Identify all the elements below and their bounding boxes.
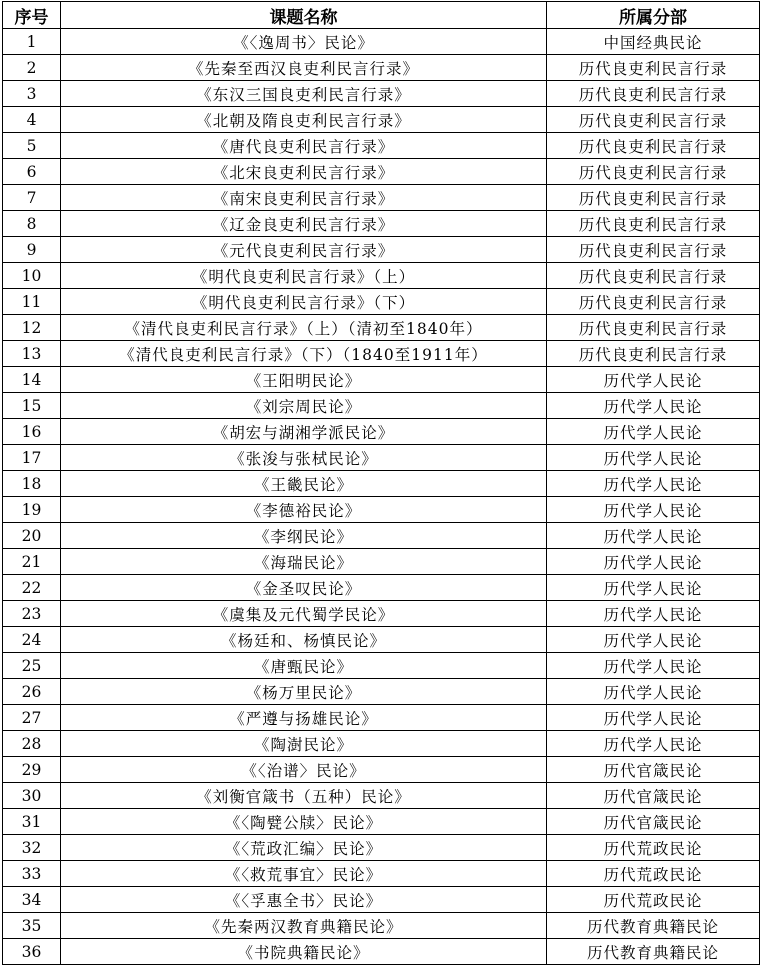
- row-division: 历代荒政民论: [547, 887, 760, 913]
- row-index: 6: [3, 159, 61, 185]
- table-row: [3, 367, 760, 393]
- header-index: 序号: [3, 2, 61, 29]
- row-division: 历代学人民论: [547, 471, 760, 497]
- row-index: 18: [3, 471, 61, 497]
- row-index: 10: [3, 263, 61, 289]
- row-index: 31: [3, 809, 61, 835]
- table-row: [3, 55, 760, 81]
- row-division: 历代学人民论: [547, 575, 760, 601]
- row-division: 历代良吏利民言行录: [547, 315, 760, 341]
- row-topic: 《清代良吏利民言行录》（下）（1840至1911年）: [61, 341, 547, 367]
- row-topic: 《南宋良吏利民言行录》: [61, 185, 547, 211]
- row-topic: 《清代良吏利民言行录》（上）（清初至1840年）: [61, 315, 547, 341]
- row-division: 历代官箴民论: [547, 783, 760, 809]
- row-topic: 《元代良吏利民言行录》: [61, 237, 547, 263]
- table-row: [3, 653, 760, 679]
- row-index: 21: [3, 549, 61, 575]
- row-division: 历代良吏利民言行录: [547, 133, 760, 159]
- table-row: [3, 679, 760, 705]
- table-row: [3, 757, 760, 783]
- table-row: [3, 549, 760, 575]
- row-division: 历代良吏利民言行录: [547, 159, 760, 185]
- table-row: [3, 809, 760, 835]
- row-division: 历代学人民论: [547, 393, 760, 419]
- row-division: 历代良吏利民言行录: [547, 55, 760, 81]
- table-row: [3, 731, 760, 757]
- row-division: 历代官箴民论: [547, 809, 760, 835]
- row-index: 27: [3, 705, 61, 731]
- row-index: 19: [3, 497, 61, 523]
- table-body: [3, 29, 760, 965]
- row-index: 14: [3, 367, 61, 393]
- table-row: [3, 263, 760, 289]
- header-division: 所属分部: [547, 2, 760, 29]
- table-row: [3, 393, 760, 419]
- row-index: 2: [3, 55, 61, 81]
- row-topic: 《胡宏与湖湘学派民论》: [61, 419, 547, 445]
- row-topic: 《书院典籍民论》: [61, 939, 547, 965]
- row-index: 24: [3, 627, 61, 653]
- row-topic: 《张浚与张栻民论》: [61, 445, 547, 471]
- table-row: [3, 913, 760, 939]
- table-row: [3, 445, 760, 471]
- row-index: 26: [3, 679, 61, 705]
- row-division: 历代良吏利民言行录: [547, 81, 760, 107]
- row-topic: 《北朝及隋良吏利民言行录》: [61, 107, 547, 133]
- row-index: 17: [3, 445, 61, 471]
- table-row: [3, 523, 760, 549]
- table-row: [3, 159, 760, 185]
- row-index: 34: [3, 887, 61, 913]
- row-index: 11: [3, 289, 61, 315]
- row-index: 13: [3, 341, 61, 367]
- row-topic: 《王阳明民论》: [61, 367, 547, 393]
- row-division: 历代学人民论: [547, 419, 760, 445]
- table-row: [3, 835, 760, 861]
- row-index: 36: [3, 939, 61, 965]
- row-topic: 《唐甄民论》: [61, 653, 547, 679]
- row-index: 28: [3, 731, 61, 757]
- row-division: 历代学人民论: [547, 549, 760, 575]
- row-index: 30: [3, 783, 61, 809]
- table-row: [3, 627, 760, 653]
- table-row: [3, 705, 760, 731]
- row-index: 22: [3, 575, 61, 601]
- table-row: [3, 133, 760, 159]
- table-row: [3, 419, 760, 445]
- row-division: 历代良吏利民言行录: [547, 211, 760, 237]
- row-division: 历代官箴民论: [547, 757, 760, 783]
- row-division: 历代教育典籍民论: [547, 913, 760, 939]
- table-row: [3, 497, 760, 523]
- row-index: 33: [3, 861, 61, 887]
- row-topic: 《〈治谱〉民论》: [61, 757, 547, 783]
- row-division: 历代良吏利民言行录: [547, 185, 760, 211]
- row-division: 历代学人民论: [547, 653, 760, 679]
- row-topic: 《〈陶甓公牍〉民论》: [61, 809, 547, 835]
- row-topic: 《东汉三国良吏利民言行录》: [61, 81, 547, 107]
- row-topic: 《〈荒政汇编〉民论》: [61, 835, 547, 861]
- table-row: [3, 211, 760, 237]
- row-topic: 《辽金良吏利民言行录》: [61, 211, 547, 237]
- table-row: [3, 939, 760, 965]
- row-topic: 《先秦至西汉良吏利民言行录》: [61, 55, 547, 81]
- row-topic: 《李纲民论》: [61, 523, 547, 549]
- row-index: 20: [3, 523, 61, 549]
- row-topic: 《明代良吏利民言行录》（下）: [61, 289, 547, 315]
- row-index: 4: [3, 107, 61, 133]
- table-row: [3, 471, 760, 497]
- table-row: [3, 29, 760, 55]
- row-division: 历代学人民论: [547, 497, 760, 523]
- row-division: 历代学人民论: [547, 731, 760, 757]
- row-division: 历代良吏利民言行录: [547, 289, 760, 315]
- row-topic: 《杨廷和、杨慎民论》: [61, 627, 547, 653]
- table-row: [3, 601, 760, 627]
- row-index: 32: [3, 835, 61, 861]
- row-topic: 《北宋良吏利民言行录》: [61, 159, 547, 185]
- table-row: [3, 81, 760, 107]
- row-topic: 《李德裕民论》: [61, 497, 547, 523]
- row-topic: 《先秦两汉教育典籍民论》: [61, 913, 547, 939]
- row-division: 历代学人民论: [547, 445, 760, 471]
- row-topic: 《刘宗周民论》: [61, 393, 547, 419]
- table-row: [3, 237, 760, 263]
- row-division: 历代荒政民论: [547, 861, 760, 887]
- table-row: [3, 315, 760, 341]
- row-division: 历代荒政民论: [547, 835, 760, 861]
- row-topic: 《海瑞民论》: [61, 549, 547, 575]
- row-topic: 《刘衡官箴书（五种）民论》: [61, 783, 547, 809]
- row-division: 历代学人民论: [547, 705, 760, 731]
- row-topic: 《唐代良吏利民言行录》: [61, 133, 547, 159]
- row-topic: 《严遵与扬雄民论》: [61, 705, 547, 731]
- row-topic: 《金圣叹民论》: [61, 575, 547, 601]
- row-topic: 《〈救荒事宜〉民论》: [61, 861, 547, 887]
- table-row: [3, 575, 760, 601]
- row-index: 7: [3, 185, 61, 211]
- row-topic: 《陶澍民论》: [61, 731, 547, 757]
- row-division: 历代学人民论: [547, 601, 760, 627]
- table-row: [3, 185, 760, 211]
- row-division: 历代学人民论: [547, 523, 760, 549]
- row-index: 23: [3, 601, 61, 627]
- row-division: 历代良吏利民言行录: [547, 107, 760, 133]
- row-division: 历代良吏利民言行录: [547, 341, 760, 367]
- row-index: 8: [3, 211, 61, 237]
- row-topic: 《王畿民论》: [61, 471, 547, 497]
- table-row: [3, 783, 760, 809]
- row-topic: 《杨万里民论》: [61, 679, 547, 705]
- row-topic: 《〈逸周书〉民论》: [61, 29, 547, 55]
- row-division: 历代学人民论: [547, 367, 760, 393]
- row-division: 历代学人民论: [547, 679, 760, 705]
- header-topic: 课题名称: [61, 2, 547, 29]
- row-index: 1: [3, 29, 61, 55]
- row-division: 历代教育典籍民论: [547, 939, 760, 965]
- row-index: 9: [3, 237, 61, 263]
- table-row: [3, 107, 760, 133]
- row-topic: 《明代良吏利民言行录》（上）: [61, 263, 547, 289]
- row-division: 历代学人民论: [547, 627, 760, 653]
- row-index: 5: [3, 133, 61, 159]
- table-row: [3, 341, 760, 367]
- table-row: [3, 289, 760, 315]
- table-header-row: [3, 2, 760, 29]
- row-division: 历代良吏利民言行录: [547, 237, 760, 263]
- row-division: 中国经典民论: [547, 29, 760, 55]
- table-row: [3, 887, 760, 913]
- table-row: [3, 861, 760, 887]
- row-index: 3: [3, 81, 61, 107]
- row-division: 历代良吏利民言行录: [547, 263, 760, 289]
- row-topic: 《〈孚惠全书〉民论》: [61, 887, 547, 913]
- row-index: 25: [3, 653, 61, 679]
- row-index: 29: [3, 757, 61, 783]
- row-index: 15: [3, 393, 61, 419]
- row-topic: 《虞集及元代蜀学民论》: [61, 601, 547, 627]
- row-index: 35: [3, 913, 61, 939]
- topics-table: [2, 1, 760, 965]
- row-index: 12: [3, 315, 61, 341]
- row-index: 16: [3, 419, 61, 445]
